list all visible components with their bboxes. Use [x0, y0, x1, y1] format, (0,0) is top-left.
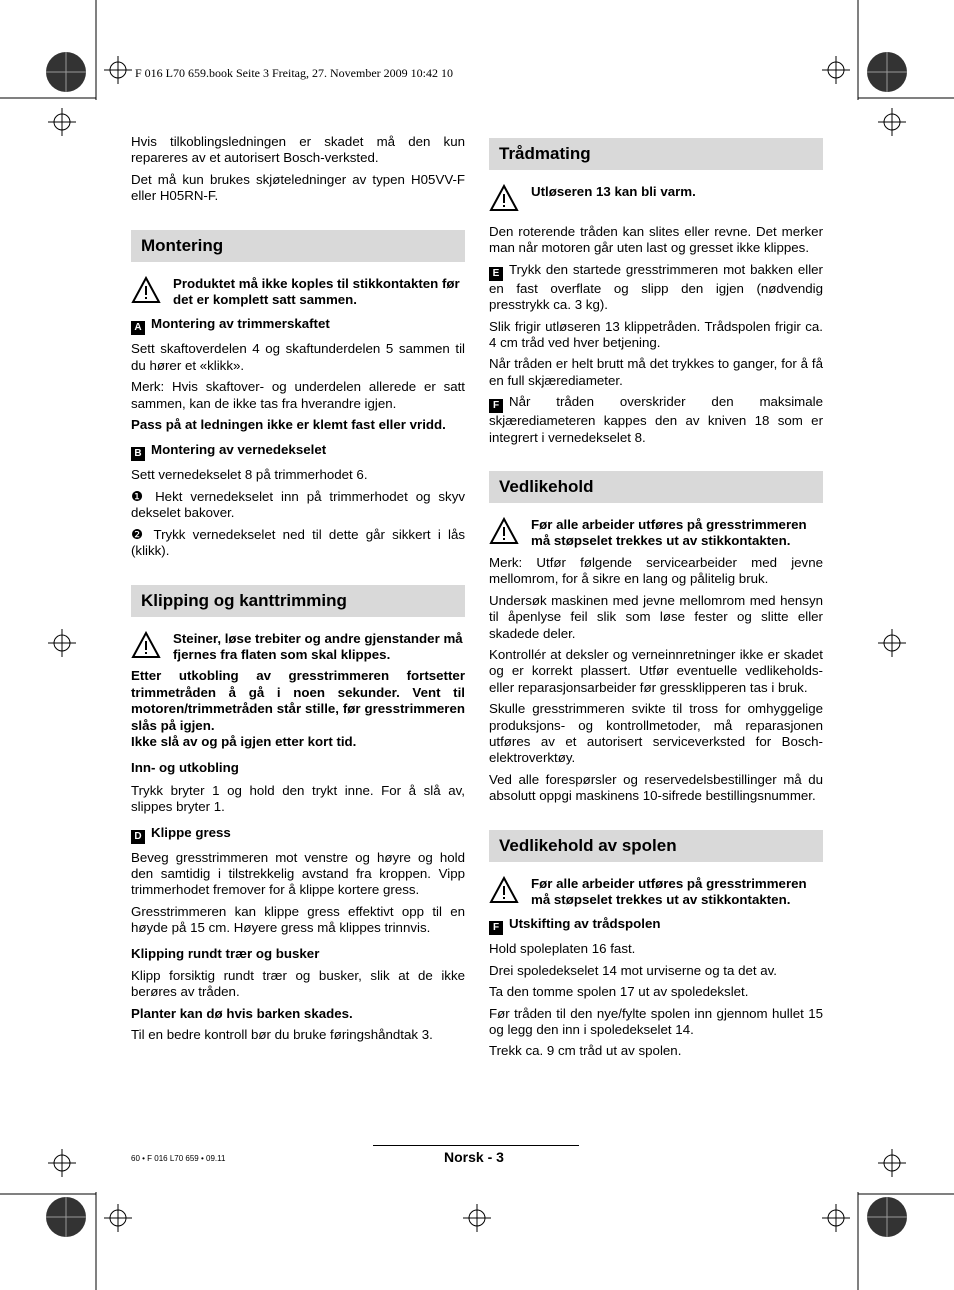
section-klipping-heading: Klipping og kanttrimming	[131, 585, 465, 617]
intro-text-2: Det må kun brukes skjøteledninger av typen H05VV-F eller H05RN-F.	[131, 171, 465, 204]
paragraph: F Når tråden overskrider den maksimale skjærediameteren kappes den av kniven 18 som er integrert i vernedekselet 8.	[489, 394, 823, 445]
section-spolen-heading: Vedlikehold av spolen	[489, 830, 823, 862]
warning-icon	[489, 517, 519, 545]
print-header: F 016 L70 659.book Seite 3 Freitag, 27. November 2009 10:42 10	[135, 66, 453, 80]
paragraph-bold: Planter kan dø hvis barken skades.	[131, 1005, 353, 1021]
right-column	[489, 138, 823, 1065]
warning-icon	[131, 631, 161, 659]
paragraph-bold: Pass på at ledningen ikke er klemt fast eller vridd.	[131, 417, 446, 433]
subheading-f: F Utskifting av trådspolen	[489, 916, 823, 935]
figure-label-b: B	[131, 447, 145, 461]
subheading-d: D Klippe gress	[131, 825, 465, 844]
paragraph: Gresstrimmeren kan klippe gress effektivt opp til en høyde på 15 cm. Høyere gress må klippes trinnvis.	[131, 903, 465, 936]
figure-label-f: F	[489, 921, 503, 935]
subheading-b: B Montering av vernedekselet	[131, 442, 465, 461]
subheading-rundt: Klipping rundt trær og busker	[131, 945, 320, 961]
footer-rule	[373, 1145, 579, 1146]
paragraph: E Trykk den startede gresstrimmeren mot bakken eller en fast overflate og slipp den igjen (nødvendig presstrykk ca. 3 kg).	[489, 261, 823, 313]
paragraph: ❶ Hekt vernedekselet inn på trimmerhodet og skyv dekselet bakover.	[131, 488, 465, 521]
subheading-inn: Inn- og utkobling	[131, 760, 239, 776]
paragraph: Trykk bryter 1 og hold den trykt inne. For å slå av, slippes bryter 1.	[131, 782, 465, 815]
paragraph: Hold spoleplaten 16 fast.	[489, 941, 636, 957]
subheading-a: A Montering av trimmerskaftet	[131, 316, 465, 335]
paragraph: Til en bedre kontroll bør du bruke føringshåndtak 3.	[131, 1027, 433, 1043]
figure-label-f: F	[489, 399, 503, 413]
paragraph: Kontrollér at deksler og verneinnretninger ikke er skadet og er korrekt plassert. Utfør eventuelle vedlikeholds- eller reparasjonsarbeider før gressklipperen tas i bruk.	[489, 646, 823, 695]
paragraph: Skulle gresstrimmeren svikte til tross for omhyggelige produksjons- og kontrollmetoder, må reparasjonen utføres av et autorisert serviceverksted for Bosch-elektroverktøy.	[489, 701, 823, 766]
paragraph: Sett skaftoverdelen 4 og skaftunderdelen 5 sammen til du hører et «klikk».	[131, 341, 465, 373]
figure-label-e: E	[489, 267, 503, 281]
warning-icon	[489, 184, 519, 212]
paragraph: Når tråden er helt brutt må det trykkes to ganger, for å få en full skjærediameter.	[489, 356, 823, 388]
paragraph: Drei spoledekselet 14 mot urviserne og ta det av.	[489, 962, 778, 978]
warning-block: Før alle arbeider utføres på gresstrimmeren må støpselet trekkes ut av stikkontakten.	[489, 517, 823, 550]
figure-label-a: A	[131, 321, 145, 335]
paragraph-bold: Ikke slå av og på igjen etter kort tid.	[131, 733, 357, 749]
section-vedlikehold-heading: Vedlikehold	[489, 471, 823, 503]
warning-icon	[489, 876, 519, 904]
paragraph: Trekk ca. 9 cm tråd ut av spolen.	[489, 1043, 682, 1059]
paragraph: Klipp forsiktig rundt trær og busker, slik at de ikke berøres av tråden.	[131, 968, 465, 1000]
paragraph: Den roterende tråden kan slites eller revne. Det merker man når motoren går uten last og gresset ikke klippes.	[489, 224, 823, 256]
paragraph: ❷ Trykk vernedekselet ned til dette går sikkert i lås (klikk).	[131, 526, 465, 559]
paragraph: Før tråden til den nye/fylte spolen inn gjennom hullet 15 og legg den inn i spoledekselet 14.	[489, 1005, 823, 1037]
section-montering-heading: Montering	[131, 230, 465, 262]
paragraph: Merk: Hvis skaftover- og underdelen allerede er satt sammen, kan de ikke tas fra hverandre igjen.	[131, 379, 465, 411]
warning-block: Utløseren 13 kan bli varm.	[489, 184, 823, 214]
paragraph: Merk: Utfør følgende servicearbeider med jevne mellomrom, for å sikre en lang og pålitelig bruk.	[489, 554, 823, 587]
warning-icon	[131, 276, 161, 304]
left-column	[131, 134, 465, 1049]
paragraph: Ta den tomme spolen 17 ut av spoledekslet.	[489, 984, 749, 1000]
paragraph: Beveg gresstrimmeren mot venstre og høyre og hold den samtidig i tilstrekkelig avstand fra kroppen. Vipp trimmerhodet fremover for å klippe kortere gress.	[131, 849, 465, 898]
footer-code: 60 • F 016 L70 659 • 09.11	[131, 1154, 226, 1163]
warning-block: Før alle arbeider utføres på gresstrimmeren må støpselet trekkes ut av stikkontakten.	[489, 876, 823, 909]
warning-block: Steiner, løse trebiter og andre gjenstander må fjernes fra flaten som skal klippes.	[131, 631, 465, 664]
paragraph: Ved alle forespørsler og reservedelsbestillinger må du absolutt oppgi maskinens 10-sifrede bestillingsnummer.	[489, 771, 823, 804]
paragraph: Sett vernedekselet 8 på trimmerhodet 6.	[131, 467, 368, 483]
figure-label-d: D	[131, 830, 145, 844]
paragraph-bold: Etter utkobling av gresstrimmeren fortsetter trimmetråden å gå i noen sekunder. Vent til motoren/trimmetråden står stille, før gresstrimmeren slås på igjen.	[131, 668, 465, 733]
intro-text-1: Hvis tilkoblingsledningen er skadet må den kun repareres av et autorisert Bosch-verksted.	[131, 134, 465, 166]
warning-block: Produktet må ikke koples til stikkontakten før det er komplett satt sammen.	[131, 276, 465, 309]
page-number: Norsk - 3	[444, 1149, 504, 1165]
paragraph: Slik frigir utløseren 13 klippetråden. Trådspolen frigir ca. 4 cm tråd ved hver betjening.	[489, 318, 823, 351]
paragraph: Undersøk maskinen med jevne mellomrom med hensyn til åpenlyse feil slik som løse fester og slitte eller skadede deler.	[489, 592, 823, 641]
section-tradmating-heading: Trådmating	[489, 138, 823, 170]
